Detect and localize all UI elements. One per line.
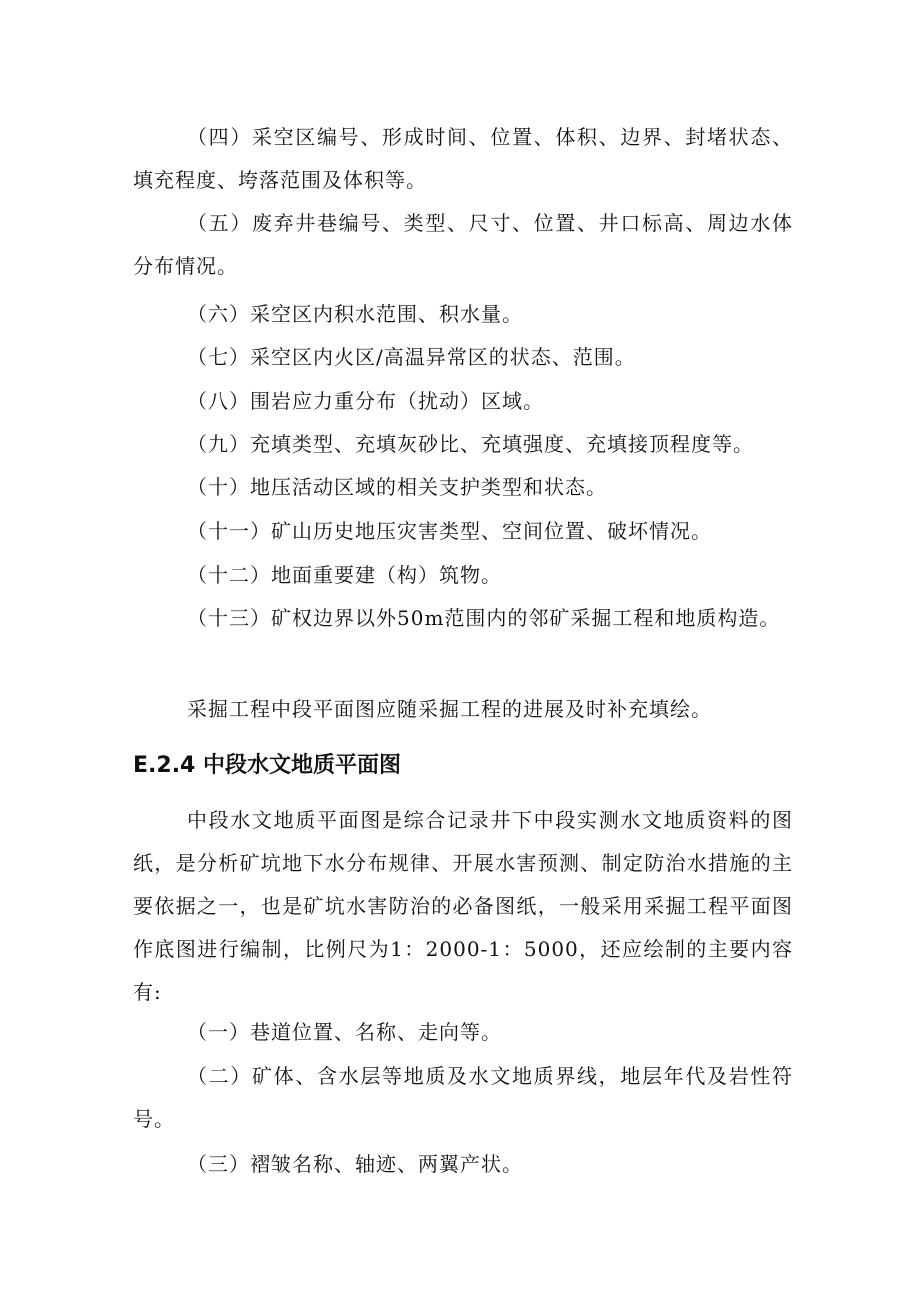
list-item-1: （一）巷道位置、名称、走向等。: [187, 1020, 502, 1044]
section-heading: E.2.4 中段水文地质平面图: [133, 753, 402, 778]
list-item-13: （十三）矿权边界以外50m范围内的邻矿采掘工程和地质构造。: [187, 606, 781, 630]
list-item-5: （五）废弃井巷编号、类型、尺寸、位置、井口标高、周边水体分布情况。: [133, 211, 793, 278]
section-intro-paragraph: 中段水文地质平面图是综合记录井下中段实测水文地质资料的图纸，是分析矿坑地下水分布规律、开展水害预测、制定防治水措施的主要依据之一，也是矿坑水害防治的必备图纸，一般采用采掘工程平面图作底图进行编制，比例尺为1：2000-1：5000，还应绘制的主要内容有:: [133, 808, 793, 1004]
list-item-2: （二）矿体、含水层等地质及水文地质界线，地层年代及岩性符号。: [133, 1064, 793, 1131]
list-item-4: （四）采空区编号、形成时间、位置、体积、边界、封堵状态、填充程度、垮落范围及体积等。: [133, 125, 793, 192]
list-item-10: （十）地压活动区域的相关支护类型和状态。: [187, 475, 607, 499]
closing-paragraph: 采掘工程中段平面图应随采掘工程的进展及时补充填绘。: [187, 697, 712, 721]
list-item-3: （三）褶皱名称、轴迹、两翼产状。: [187, 1152, 523, 1176]
list-item-12: （十二）地面重要建（构）筑物。: [187, 563, 502, 587]
list-item-6: （六）采空区内积水范围、积水量。: [187, 302, 523, 326]
list-item-11: （十一）矿山历史地压灾害类型、空间位置、破坏情况。: [187, 519, 712, 543]
list-item-8: （八）围岩应力重分布（扰动）区域。: [187, 389, 544, 413]
list-item-7: （七）采空区内火区/高温异常区的状态、范围。: [187, 345, 636, 369]
list-item-9: （九）充填类型、充填灰砂比、充填强度、充填接顶程度等。: [187, 432, 754, 456]
